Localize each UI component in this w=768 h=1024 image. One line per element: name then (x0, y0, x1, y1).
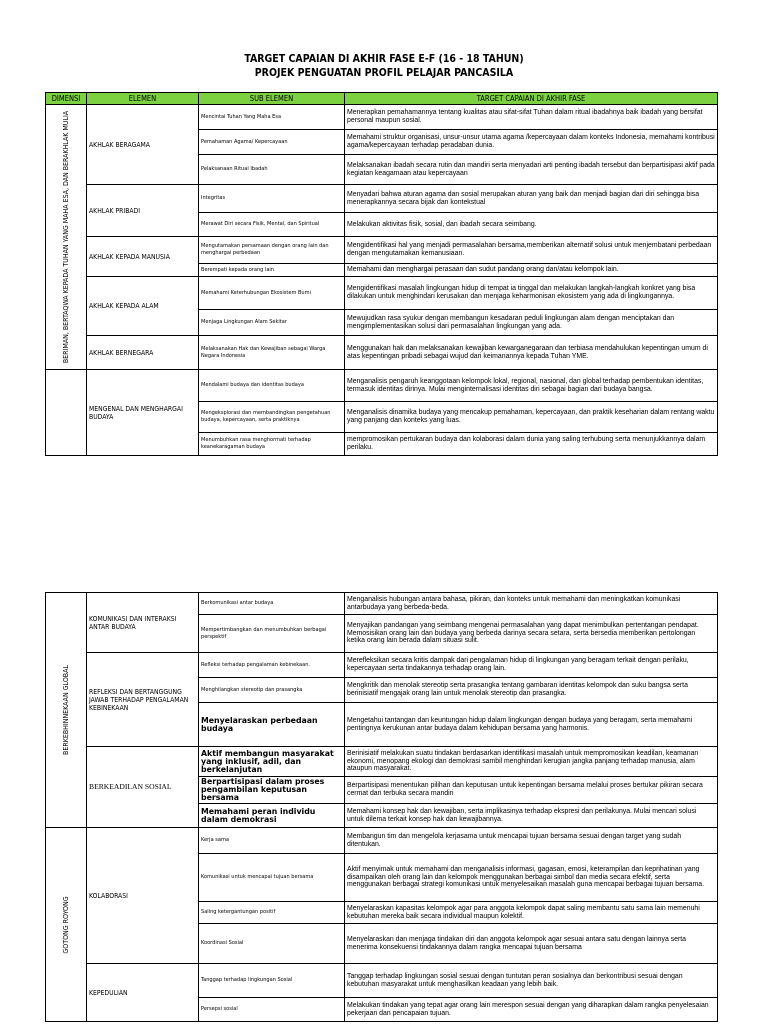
sub-element-cell: Mendalami budaya dan identitas budaya (199, 370, 345, 402)
target-cell: Aktif menyimak untuk memahami dan menganalisis informasi, gagasan, emosi, keterampilan dan keprihatinan yang disampaikan oleh orang lain dan kelompok menggunakan berbagai simbol dan media secara efektif, serta menggunakan berbagai strategi komunikasi untuk menyelesaikan masalah guna mencapai berbagai tujuan bersama. (345, 854, 718, 902)
table-row (46, 964, 718, 998)
sub-element-cell: Persepsi sosial (199, 998, 345, 1022)
document-title: TARGET CAPAIAN DI AKHIR FASE E-F (16 - 18 TAHUN) (244, 53, 524, 65)
sub-element-cell: Menumbuhkan rasa menghormati terhadap keanekaragaman budaya (199, 433, 345, 456)
target-cell: Menganalisis dinamika budaya yang mencakup pemahaman, kepercayaan, dan praktik keseharian dalam rentang waktu yang panjang dan konteks yang luas. (345, 402, 718, 433)
element-cell: KEPEDULIAN (87, 964, 199, 1022)
header-dimensi: DIMENSI (46, 93, 87, 105)
element-cell: AKHLAK KEPADA MANUSIA (87, 237, 199, 277)
document-subtitle: PROJEK PENGUATAN PROFIL PELAJAR PANCASILA (254, 67, 514, 79)
capaian-table-2 (45, 592, 718, 1022)
target-cell: Membangun tim dan mengelola kerjasama untuk mencapai tujuan bersama sesuai dengan target yang sudah ditentukan. (345, 828, 718, 854)
sub-element-cell: Mencintai Tuhan Yang Maha Esa (199, 105, 345, 130)
sub-element-cell: Koordinasi Sosial (199, 924, 345, 964)
element-cell: AKHLAK KEPADA ALAM (87, 277, 199, 336)
sub-element-cell: Memahami Keterhubungan Ekosistem Bumi (199, 277, 345, 310)
element-cell: REFLEKSI DAN BERTANGGUNG JAWAB TERHADAP PENGALAMAN KEBINEKAAN (87, 653, 199, 747)
sub-element-cell: Mengeksplorasi dan membandingkan pengetahuan budaya, kepercayaan, serta praktiknya (199, 402, 345, 433)
sub-element-cell: Pelaksanaan Ritual Ibadah (199, 155, 345, 185)
sub-element-cell: Mempertimbangkan dan menumbuhkan berbagai perspektif (199, 615, 345, 653)
target-cell: Menganalisis hubungan antara bahasa, pikiran, dan konteks untuk memahami dan meningkatkan komunikasi antarbudaya yang berbeda-beda. (345, 593, 718, 615)
element-cell: MENGENAL DAN MENGHARGAI BUDAYA (87, 370, 199, 456)
sub-element-cell: Saling ketergantungan positif (199, 902, 345, 924)
sub-element-cell: Merawat Diri secara Fisik, Mental, dan Spiritual (199, 213, 345, 237)
target-cell: Memahami struktur organisasi, unsur-unsur utama agama /kepercayaan dalam konteks Indonesia, memahami kontribusi agama/kepercayaan terhadap peradaban dunia. (345, 130, 718, 155)
target-cell: Menyadari bahwa aturan agama dan sosial merupakan aturan yang baik dan menjadi bagian dari diri sehingga bisa menerapkannya secara bijak dan kontekstual (345, 185, 718, 213)
target-cell: Mewujudkan rasa syukur dengan membangun kesadaran peduli lingkungan alam dengan menciptakan dan mengimplementasikan solusi dari permasalahan lingkungan yang ada. (345, 310, 718, 336)
sub-element-cell: Integritas (199, 185, 345, 213)
sub-element-cell: Menjaga Lingkungan Alam Sekitar (199, 310, 345, 336)
target-cell: Menyelaraskan kapasitas kelompok agar para anggota kelompok dapat saling membantu satu sama lain memenuhi kebutuhan mereka baik secara individual maupun kolektif. (345, 902, 718, 924)
sub-element-cell: Komunikasi untuk mencapai tujuan bersama (199, 854, 345, 902)
element-cell: KOLABORASI (87, 828, 199, 964)
sub-element-cell: Mengutamakan persamaan dengan orang lain dan menghargai perbedaan (199, 237, 345, 264)
table-row (46, 185, 718, 213)
target-cell: Melakukan tindakan yang tepat agar orang lain merespon sesuai dengan yang diharapkan dalam rangka penyelesaian pekerjaan dan pencapaian tujuan. (345, 998, 718, 1022)
dimension-cell (46, 105, 87, 370)
dimension-cell (46, 828, 87, 1022)
target-cell: Melakukan aktivitas fisik, sosial, dan ibadah secara seimbang. (345, 213, 718, 237)
table-row (46, 277, 718, 310)
target-cell: Mengidentifikasi masalah lingkungan hidup di tempat ia tinggal dan melakukan langkah-langkah konkret yang bisa dilakukan untuk menghindari kerusakan dan menjaga keharmonisan ekosistem yang ada di lingkungannya. (345, 277, 718, 310)
table-header-row (46, 93, 718, 105)
dimension-label: BERKEBHINNEKAAN GLOBAL (62, 665, 70, 755)
sub-element-cell: Pemahaman Agama/ Kepercayaan (199, 130, 345, 155)
target-cell: Mengetahui tantangan dan keuntungan hidup dalam lingkungan dengan budaya yang beragam, serta memahami pentingnya kerukunan antar budaya dalam kehidupan bersama yang harmonis. (345, 703, 718, 747)
table-row (46, 747, 718, 777)
target-cell: Melaksanakan ibadah secara rutin dan mandiri serta menyadari arti penting ibadah tersebut dan berpartisipasi aktif pada kegiatan keagamaan atau kepercayaan (345, 155, 718, 185)
element-cell: KOMUNIKASI DAN INTERAKSI ANTAR BUDAYA (87, 593, 199, 653)
sub-element-cell: Melaksanakan Hak dan Kewajiban sebagai Warga Negara Indonesia (199, 336, 345, 370)
sub-element-cell: Aktif membangun masyarakat yang inklusif, adil, dan berkelanjutan (199, 747, 345, 777)
sub-element-cell: Menghilangkan stereotip dan prasangka (199, 678, 345, 703)
dimension-label: GOTONG ROYONG (62, 895, 70, 954)
target-cell: Tanggap terhadap lingkungan sosial sesuai dengan tuntutan peran sosialnya dan berkontribusi sesuai dengan kebutuhan masyarakat untuk menghasilkan keadaan yang lebih baik. (345, 964, 718, 998)
table-row (46, 237, 718, 264)
sub-element-cell: Kerja sama (199, 828, 345, 854)
table-row (46, 653, 718, 678)
target-cell: Mengidentifikasi hal yang menjadi permasalahan bersama,memberikan alternatif solusi untuk menjembatani perbedaan dengan mengutamakan kemanusiaan. (345, 237, 718, 264)
element-cell: AKHLAK BERAGAMA (87, 105, 199, 185)
sub-element-cell: Tanggap terhadap lingkungan Sosial (199, 964, 345, 998)
table-row (46, 593, 718, 615)
sub-element-cell: Berpartisipasi dalam proses pengambilan keputusan bersama (199, 777, 345, 804)
sub-element-cell: Memahami peran individu dalam demokrasi (199, 804, 345, 828)
sub-element-cell: Berkomunikasi antar budaya (199, 593, 345, 615)
target-cell: Memahami konsep hak dan kewajiban, serta implikasinya terhadap ekspresi dan perilakunya. Mulai mencari solusi untuk dilema terkait konsep hak dan kewajibannya. (345, 804, 718, 828)
element-cell: AKHLAK BERNEGARA (87, 336, 199, 370)
target-cell: Berinisiatif melakukan suatu tindakan berdasarkan identifikasi masalah untuk mempromosikan keadilan, keamanan ekonomi, menopang ekologi dan demokrasi sambil menghindari kerugian jangka panjang terhadap manusia, alam ataupun masyarakat. (345, 747, 718, 777)
target-cell: Menggunakan hak dan melaksanakan kewajiban kewarganegaraan dan terbiasa mendahulukan kepentingan umum di atas kepentingan pribadi sebagai wujud dari keimanannya kepada Tuhan YME. (345, 336, 718, 370)
header-sub-elemen: SUB ELEMEN (199, 93, 345, 105)
target-cell: Menyajikan pandangan yang seimbang mengenai permasalahan yang dapat menimbulkan pertentangan pendapat. Memosisikan orang lain dan budaya yang berbeda darinya secara setara, serta bersedia memberikan pertolongan ketika orang lain berada dalam situasi sulit. (345, 615, 718, 653)
target-cell: Memahami dan menghargai perasaan dan sudut pandang orang dan/atau kelompok lain. (345, 264, 718, 277)
target-cell: Menerapkan pemahamannya tentang kualitas atau sifat-sifat Tuhan dalam ritual ibadahnya baik ibadah yang bersifat personal maupun sosial. (345, 105, 718, 130)
element-cell: AKHLAK PRIBADI (87, 185, 199, 237)
table-row (46, 105, 718, 130)
target-cell: Mengkritik dan menolak stereotip serta prasangka tentang gambaran identitas kelompok dan suku bangsa serta berinisiatif mengajak orang lain untuk menolak stereotip dan prasangka. (345, 678, 718, 703)
header-elemen: ELEMEN (87, 93, 199, 105)
capaian-table-1 (45, 92, 718, 456)
element-cell: BERKEADILAN SOSIAL (87, 747, 199, 828)
dimension-label: BERIMAN, BERTAQWA KEPADA TUHAN YANG MAHA ESA, DAN BERAKHLAK MULIA (62, 110, 70, 364)
sub-element-cell: Menyelaraskan perbedaan budaya (199, 703, 345, 747)
sub-element-cell: Refleksi terhadap pengalaman kebinekaan. (199, 653, 345, 678)
dimension-cell (46, 593, 87, 828)
target-cell: Menganalisis pengaruh keanggotaan kelompok lokal, regional, nasional, dan global terhadap pembentukan identitas, termasuk identitas dirinya. Mulai menginternalisasi identitas diri sebagai bagian dari budaya bangsa. (345, 370, 718, 402)
table-row (46, 828, 718, 854)
target-cell: Berpartisipasi menentukan pilihan dan keputusan untuk kepentingan bersama melalui proses bertukar pikiran secara cermat dan terbuka secara mandiri (345, 777, 718, 804)
target-cell: mempromosikan pertukaran budaya dan kolaborasi dalam dunia yang saling terhubung serta menunjukkannya dalam perilaku. (345, 433, 718, 456)
table-row (46, 370, 718, 402)
table-row (46, 336, 718, 370)
dimension-cell (46, 370, 87, 456)
header-target: TARGET CAPAIAN DI AKHIR FASE (345, 93, 718, 105)
sub-element-cell: Berempati kepada orang lain (199, 264, 345, 277)
target-cell: Merefleksikan secara kritis dampak dari pengalaman hidup di lingkungan yang beragam terkait dengan perilaku, kepercayaan serta tindakannya terhadap orang lain. (345, 653, 718, 678)
target-cell: Menyelaraskan dan menjaga tindakan diri dan anggota kelompok agar sesuai antara satu dengan lainnya serta menerima konsekuensi tindakannya dalam rangka mencapai tujuan bersama (345, 924, 718, 964)
